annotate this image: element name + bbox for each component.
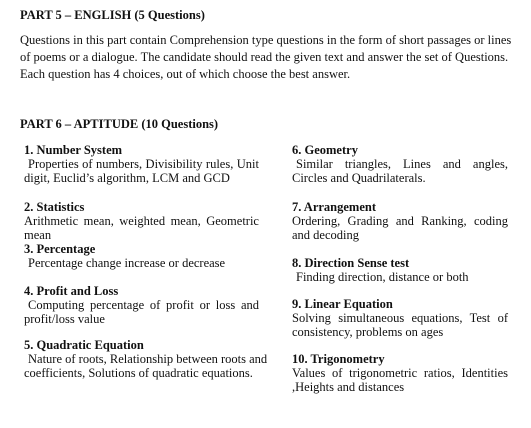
topic-line: Solving simultaneous equations, Test of <box>292 311 508 325</box>
topic-line: ,Heights and distances <box>292 380 405 394</box>
topic-title: 2. Statistics <box>24 200 85 214</box>
topic-arrangement <box>292 200 508 242</box>
topic-percentage <box>24 242 259 270</box>
topic-title: 10. Trigonometry <box>292 352 385 366</box>
part5-line: Questions in this part contain Comprehension type questions in the form of short passages or lines <box>20 33 512 47</box>
topic-line: and decoding <box>292 228 359 242</box>
topic-quadratic-equation <box>24 338 268 380</box>
topic-statistics <box>24 200 259 242</box>
topic-line: Values of trigonometric ratios, Identities <box>292 366 508 380</box>
topic-line: Properties of numbers, Divisibility rules, Unit <box>28 157 259 171</box>
part5-line: Each question has 4 choices, out of which choose the best answer. <box>20 67 351 81</box>
topic-number-system <box>24 143 259 185</box>
topic-profit-and-loss <box>24 284 259 326</box>
topic-title: 3. Percentage <box>24 242 96 256</box>
topic-linear-equation <box>292 297 508 339</box>
topic-line: Computing percentage of profit or loss and <box>28 298 259 312</box>
topic-title: 6. Geometry <box>292 143 358 157</box>
topic-line: mean <box>24 228 52 242</box>
topic-title: 7. Arrangement <box>292 200 377 214</box>
topic-line: Similar triangles, Lines and angles, <box>296 157 508 171</box>
topic-title: 9. Linear Equation <box>292 297 393 311</box>
topic-line: Finding direction, distance or both <box>296 270 469 284</box>
part5-heading: PART 5 – ENGLISH (5 Questions) <box>20 8 205 22</box>
part6-heading: PART 6 – APTITUDE (10 Questions) <box>20 117 219 131</box>
topic-title: 4. Profit and Loss <box>24 284 119 298</box>
topic-trigonometry <box>292 352 508 394</box>
topic-line: Nature of roots, Relationship between roots and <box>28 352 268 366</box>
topic-line: coefficients, Solutions of quadratic equations. <box>24 366 253 380</box>
topic-line: Arithmetic mean, weighted mean, Geometric <box>24 214 259 228</box>
topic-title: 5. Quadratic Equation <box>24 338 144 352</box>
topic-line: profit/loss value <box>24 312 105 326</box>
topic-line: Circles and Quadrilaterals. <box>292 171 426 185</box>
part5-description <box>20 32 510 83</box>
topic-title: 1. Number System <box>24 143 123 157</box>
topic-line: Ordering, Grading and Ranking, coding <box>292 214 508 228</box>
topic-direction-sense-test <box>292 256 508 284</box>
part5-line: of poems or a dialogue. The candidate should read the given text and answer the set of Questions. <box>20 50 509 64</box>
topic-geometry <box>292 143 508 185</box>
topic-line: consistency, problems on ages <box>292 325 444 339</box>
topic-line: digit, Euclid’s algorithm, LCM and GCD <box>24 171 230 185</box>
topic-line: Percentage change increase or decrease <box>28 256 226 270</box>
topic-title: 8. Direction Sense test <box>292 256 410 270</box>
